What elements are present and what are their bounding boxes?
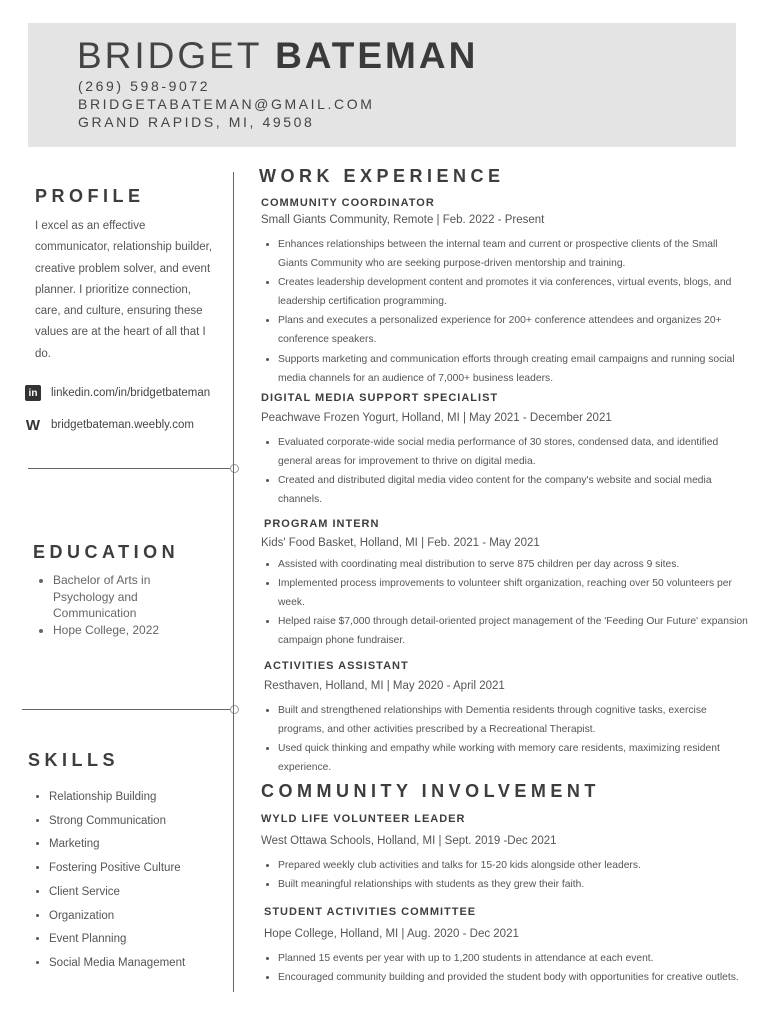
job-bullets	[261, 701, 748, 777]
education-heading: EDUCATION	[33, 542, 180, 562]
linkedin-icon: in	[25, 385, 41, 401]
skill-item: • Client Service	[49, 881, 185, 905]
bullet-item: • Built meaningful relationships with students as they grew their faith.	[278, 875, 748, 894]
skill-item: • Fostering Positive Culture	[49, 857, 185, 881]
education-list	[33, 572, 203, 639]
first-name: BRIDGET	[77, 35, 262, 76]
skill-item: • Strong Communication	[49, 810, 185, 834]
job-bullets	[261, 235, 748, 388]
skill-item: • Relationship Building	[49, 786, 185, 810]
divider-education	[22, 709, 230, 710]
job-title: COMMUNITY COORDINATOR	[261, 197, 435, 209]
role-title: STUDENT ACTIVITIES COMMITTEE	[264, 906, 477, 918]
job-title: DIGITAL MEDIA SUPPORT SPECIALIST	[261, 392, 499, 404]
candidate-name	[77, 35, 478, 77]
bullet-item: • Creates leadership development content and promotes it via conferences, virtual events, blogs, and leadership certification programming.	[278, 273, 748, 311]
skill-item: • Event Planning	[49, 928, 185, 952]
bullet-item: • Used quick thinking and empathy while working with memory care residents, maximizing resident experience.	[278, 739, 748, 777]
work-heading: WORK EXPERIENCE	[259, 166, 505, 186]
skill-item: • Organization	[49, 905, 185, 929]
bullet-item: • Plans and executes a personalized experience for 200+ conference attendees and organizes 20+ conference speakers.	[278, 311, 748, 349]
job-bullets	[261, 555, 748, 650]
bullet-item: • Prepared weekly club activities and talks for 15-20 kids alongside other leaders.	[278, 856, 748, 875]
job-bullets	[261, 433, 748, 509]
divider-node	[230, 464, 239, 473]
bullet-item: • Supports marketing and communication efforts through creating email campaigns and running social media channels for an audience of 7,000+ business leaders.	[278, 350, 748, 388]
divider-profile	[28, 468, 230, 469]
bullet-item: • Enhances relationships between the internal team and current or prospective clients of the Small Giants Community who are seeking purpose-driven mentorship and training.	[278, 235, 748, 273]
job-meta: Small Giants Community, Remote | Feb. 2022 - Present	[261, 214, 545, 226]
skills-heading: SKILLS	[28, 750, 120, 770]
last-name: BATEMAN	[275, 35, 479, 76]
phone: (269) 598-9072	[78, 78, 211, 94]
website-url[interactable]: bridgetbateman.weebly.com	[51, 419, 194, 431]
skills-list	[29, 786, 185, 976]
bullet-item: • Built and strengthened relationships with Dementia residents through cognitive tasks, exercise programs, and other activities prescribed by a Recreational Therapist.	[278, 701, 748, 739]
bullet-item: • Helped raise $7,000 through detail-oriented project management of the 'Feeding Our Future' expansion campaign phone fundraiser.	[278, 612, 748, 650]
role-bullets	[261, 856, 748, 894]
job-title: ACTIVITIES ASSISTANT	[264, 660, 409, 672]
linkedin-url[interactable]: linkedin.com/in/bridgetbateman	[51, 387, 211, 399]
bullet-item: • Created and distributed digital media video content for the company's website and social media channels.	[278, 471, 748, 509]
profile-heading: PROFILE	[35, 186, 145, 206]
bullet-item: • Encouraged community building and provided the student body with opportunities for creative outlets.	[278, 968, 748, 987]
job-title: PROGRAM INTERN	[264, 518, 380, 530]
website-link[interactable]	[25, 417, 194, 433]
resume-header	[28, 23, 736, 147]
role-meta: Hope College, Holland, MI | Aug. 2020 - Dec 2021	[264, 928, 519, 940]
column-separator	[233, 172, 234, 992]
role-bullets	[261, 949, 748, 987]
skill-item: • Social Media Management	[49, 952, 185, 976]
bullet-item: • Assisted with coordinating meal distribution to serve 875 children per day across 9 sites.	[278, 555, 748, 574]
job-meta: Kids' Food Basket, Holland, MI | Feb. 2021 - May 2021	[261, 537, 540, 549]
community-heading: COMMUNITY INVOLVEMENT	[261, 781, 600, 801]
education-item: • Bachelor of Arts in Psychology and Communication	[53, 572, 203, 622]
bullet-item: • Evaluated corporate-wide social media performance of 30 stores, condensed data, and identified general areas for improvement to thrive on digital media.	[278, 433, 748, 471]
divider-node	[230, 705, 239, 714]
location: GRAND RAPIDS, MI, 49508	[78, 114, 315, 130]
role-title: WYLD LIFE VOLUNTEER LEADER	[261, 813, 466, 825]
email[interactable]: BRIDGETABATEMAN@GMAIL.COM	[78, 96, 375, 112]
education-item: • Hope College, 2022	[53, 622, 203, 639]
role-meta: West Ottawa Schools, Holland, MI | Sept. 2019 -Dec 2021	[261, 835, 557, 847]
profile-text: I excel as an effective communicator, relationship builder, creative problem solver, and event planner. I prioritize connection, care, and culture, ensuring these values are at the heart of all that I do.	[35, 220, 213, 360]
skill-item: • Marketing	[49, 833, 185, 857]
weebly-icon: W	[25, 416, 41, 434]
job-meta: Peachwave Frozen Yogurt, Holland, MI | May 2021 - December 2021	[261, 412, 612, 424]
linkedin-link[interactable]	[25, 385, 210, 401]
job-meta: Resthaven, Holland, MI | May 2020 - April 2021	[264, 680, 505, 692]
bullet-item: • Planned 15 events per year with up to 1,200 students in attendance at each event.	[278, 949, 748, 968]
bullet-item: • Implemented process improvements to volunteer shift organization, reaching over 50 volunteers per week.	[278, 574, 748, 612]
